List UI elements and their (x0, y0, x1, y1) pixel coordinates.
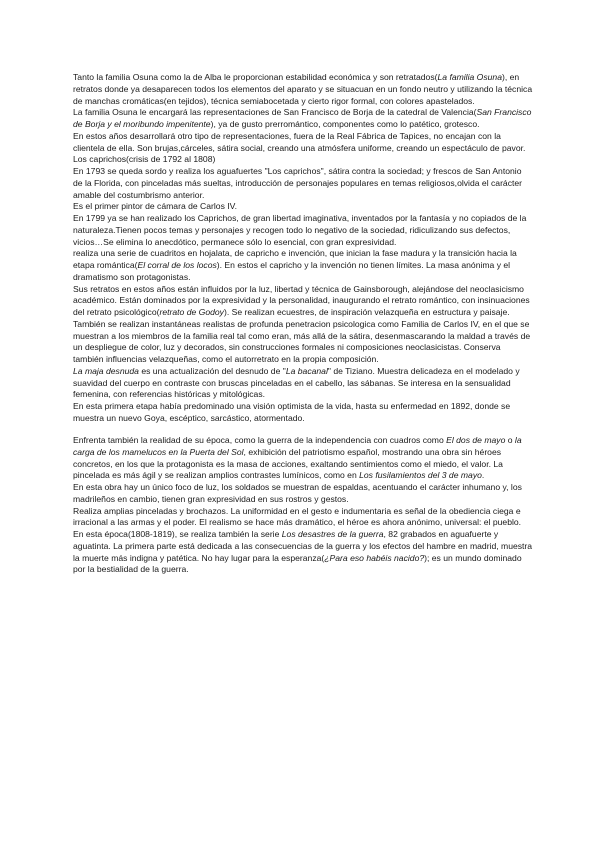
paragraph-text: Tanto la familia Osuna como la de Alba le proporcionan estabilidad económica y son retratados( (73, 72, 438, 82)
paragraph-text: . (481, 470, 485, 481)
paragraph-text: es una actualización del desnudo de " (138, 365, 286, 376)
paragraph-text: La familia Osuna le encargará las representaciones de San Francisco de Borja de la catedral de Valencia( (73, 107, 477, 118)
paragraph (73, 435, 533, 482)
paragraph (73, 154, 533, 166)
italic-title: retrato de Godoy (159, 307, 224, 317)
italic-title: San Francisco de Borja y el moribundo impenitente (73, 107, 532, 129)
italic-title: El corral de los locos (137, 260, 217, 270)
paragraph-text: En 1799 ya se han realizado los Caprichos, de gran libertad imaginativa, inventados por la fantasía y no copiados de la naturaleza.Tienen pocos temas y personajes y recogen todo lo negativo de la sociedad, ridiculizando sus defectos, vicios…Se elimina lo anecdótico, permanece sólo lo esencial, con gran expresividad. (73, 213, 527, 247)
paragraph (73, 166, 533, 201)
paragraph (73, 284, 533, 319)
paragraph-text: Realiza amplias pinceladas y brochazos. La uniformidad en el gesto e indumentaria es señal de la obediencia ciega e irracional a las armas y el poder. El realismo se hace más dramático, el héroe es ahora anónimo, universal: el pueblo. (73, 505, 522, 528)
paragraph-text: ). Se realizan ecuestres, de inspiración velazqueña en estructura y paisaje. (223, 307, 510, 317)
paragraph (73, 366, 533, 401)
paragraph (73, 401, 533, 425)
paragraph-text: Es el primer pintor de cámara de Carlos IV. (73, 201, 237, 212)
document-body (73, 72, 533, 576)
paragraph-text: En estos años desarrollará otro tipo de representaciones, fuera de la Real Fábrica de Tapices, no encajan con la clientela de ella. Son brujas,cárceles, sátira social, creando una atmósfera uniforme, creando un espectáculo de pavor. (73, 130, 526, 153)
italic-title: Los fusilamientos del 3 de mayo (359, 470, 482, 481)
paragraph (73, 72, 533, 107)
paragraph-text: En esta época(1808-1819), se realiza también la serie (73, 529, 282, 539)
paragraph-text: ), en retratos donde ya desaparecen todos los elementos del aparato y se situacuan en un fondo neutro y utilizando la técnica de manchas cromáticas(en tejidos), técnica semiabocetada y cierto rigor formal, con colores apastelados. (73, 72, 533, 106)
paragraph-text: " de Tiziano. Muestra delicadeza en el modelado y suavidad del cuerpo en contraste con bruscas pinceladas en el cabello, las sábanas. Se interesa en la sensualidad femenina, con referencias históricas y mitológicas. (73, 365, 520, 400)
paragraph-gap (73, 425, 533, 436)
italic-title: ¿Para eso habéis nacido? (324, 552, 425, 563)
paragraph-text: , exhibición del patriotismo español, mostrando una obra sin héroes concretos, en los que la protagonista es la masa de acciones, exaltando sentimientos como el miedo, el valor. La pincelada es más ágil y se realizan amplios contrastes lumínicos, como en (73, 446, 503, 481)
italic-title: El dos de mayo (446, 435, 506, 445)
paragraph (73, 319, 533, 366)
paragraph (73, 529, 533, 576)
italic-title: la carga de los mamelucos en la Puerta del Sol (73, 435, 522, 457)
paragraph-text: Los caprichos(crisis de 1792 al 1808) (73, 154, 216, 165)
paragraph-text: o (505, 435, 515, 445)
paragraph-text: ); es un mundo dominado por la bestialidad de la guerra. (73, 552, 522, 575)
italic-title: La maja desnuda (73, 365, 139, 376)
italic-title: Los desastres de la guerra (281, 529, 384, 539)
paragraph-text: También se realizan instantáneas realistas de profunda penetracion psicologica como Familia de Carlos IV, en el que se muestran a los miembros de la familia real tal como eran, más allá de la sátira, desenmascarando la maldad a través de un despliegue de color, luz y decorados, sin construcciones formales ni composiciones neoclasicistas. Conserva también influencias velazqueñas, como el autorretrato en la propia composición. (73, 318, 531, 364)
paragraph-text: realiza una serie de cuadritos en hojalata, de capricho e invención, que inician la fase madura y la transición hacia la etapa romántica( (73, 248, 517, 270)
paragraph-text: En 1793 se queda sordo y realiza los aguafuertes "Los caprichos", sátira contra la sociedad; y frescos de San Antonio de la Florida, con pinceladas más sueltas, introducción de personajes populares en temas religiosos,olvida el carácter amable del costumbrismo anterior. (73, 166, 523, 200)
italic-title: La bacanal (285, 365, 328, 376)
paragraph (73, 201, 533, 213)
paragraph-text: ), ya de gusto prerromántico, componentes como lo patético, grotesco. (210, 119, 480, 129)
paragraph (73, 107, 533, 131)
paragraph-text: En esta primera etapa había predominado una visión optimista de la vida, hasta su enfermedad en 1892, donde se muestra un nuevo Goya, escéptico, sarcástico, atormentado. (73, 401, 511, 423)
paragraph (73, 482, 533, 506)
paragraph-text: Enfrenta también la realidad de su época, como la guerra de la independencia con cuadros como (73, 435, 447, 445)
paragraph-text: Sus retratos en estos años están influidos por la luz, libertad y técnica de Gainsborough, alejándose del neoclasicismo académico. Están dominados por la expresividad y la personalidad, inaugurando el retrato romántico, con insinuaciones del retrato psicológico( (73, 283, 530, 317)
paragraph-text: En esta obra hay un único foco de luz, los soldados se muestran de espaldas, acentuando el carácter inhumano y, los madrileños en cambio, tienen gran expresividad en sus rostros y gestos. (73, 482, 522, 504)
paragraph-text: , 82 grabados en aguafuerte y aguatinta. La primera parte está dedicada a las consecuencias de la guerra y los efectos del hambre en madrid, muestra la muerte más indigna y patética. No hay lugar para la esperanza( (73, 529, 533, 563)
italic-title: La familia Osuna (437, 72, 502, 82)
paragraph (73, 506, 533, 530)
paragraph (73, 131, 533, 155)
paragraph (73, 248, 533, 283)
paragraph-text: ). En estos el capricho y la invención no tienen límites. La masa anónima y el dramatismo son protagonistas. (73, 260, 511, 282)
paragraph (73, 213, 533, 248)
